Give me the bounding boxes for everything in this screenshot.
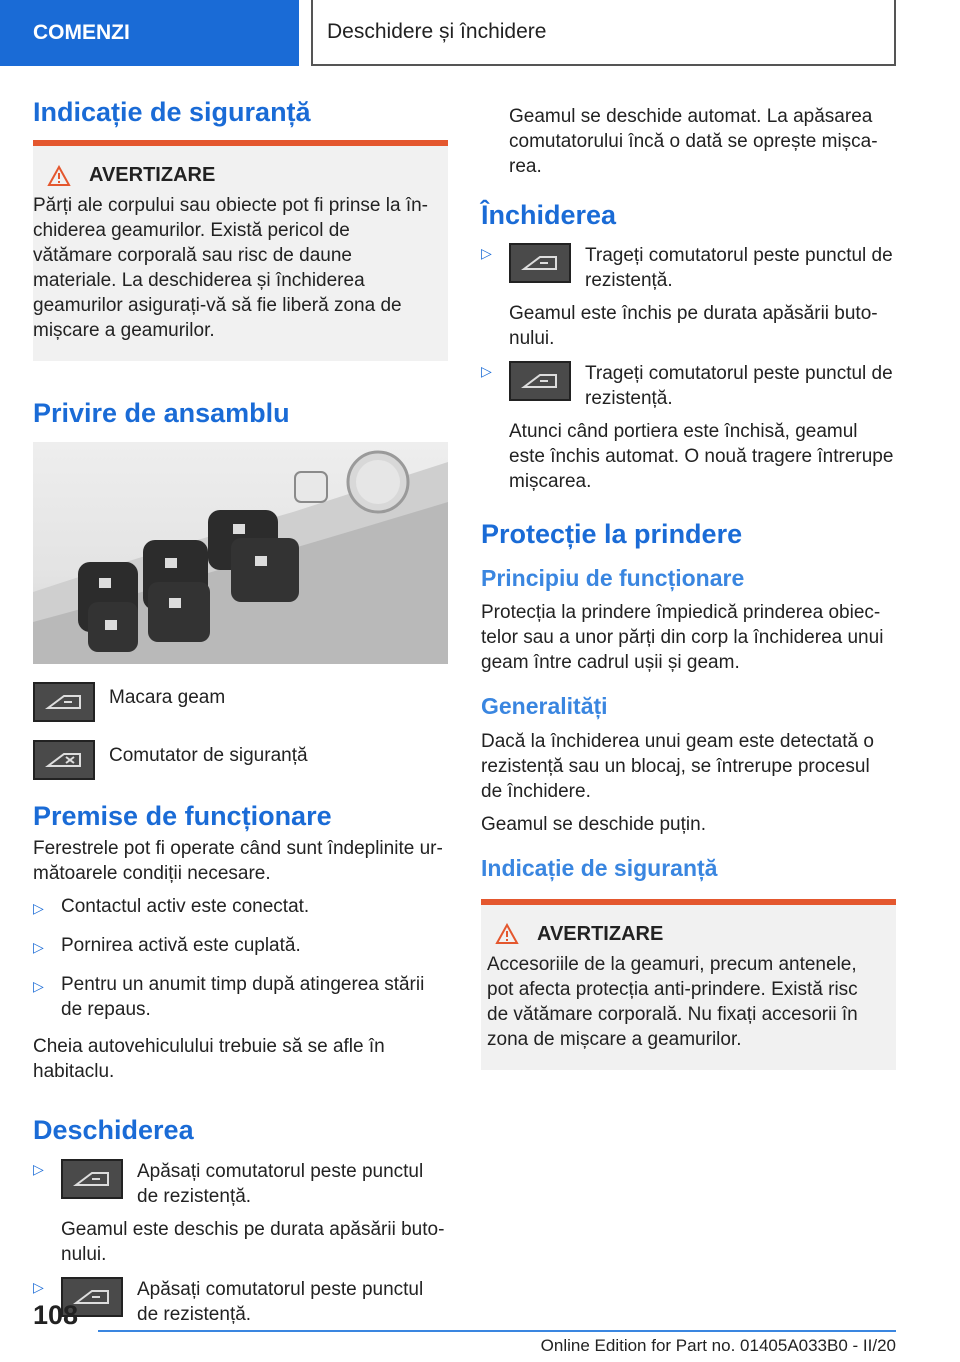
- left-column: [33, 96, 448, 1335]
- triangle-bullet-icon: ▷: [33, 1160, 44, 1177]
- right-column: [481, 104, 896, 1106]
- open-heading: Deschiderea: [33, 1115, 194, 1146]
- door-panel-illustration: [33, 442, 448, 664]
- footer-rule: [98, 1330, 896, 1332]
- safety-subheading: Indicație de siguranță: [481, 854, 718, 881]
- warning-label: AVERTIZARE: [89, 164, 216, 187]
- window-switch-photo: [33, 442, 448, 664]
- legend-label: Macara geam: [109, 686, 226, 708]
- principle-heading: Principiu de funcționare: [481, 564, 745, 591]
- page-number: 108: [33, 1300, 79, 1330]
- warning-triangle-icon: [47, 165, 71, 187]
- triangle-bullet-icon: ▷: [33, 939, 44, 956]
- prereq-list: [33, 894, 448, 1022]
- principle-text: Protecția la prindere împiedică prinderea obiectelor sau a unor părți din corp la închiderea unui geam între cadrul ușii și geam.: [481, 602, 884, 674]
- step-note: Atunci când portiera este închisă, geamul este închis automat. O nouă tragere întrerupe mișcarea.: [509, 421, 894, 493]
- prereq-heading: Premise de funcționare: [33, 800, 332, 831]
- step-note: Geamul este deschis pe durata apăsării butonului.: [61, 1218, 445, 1265]
- step-note: Geamul este închis pe durata apăsării butonului.: [509, 303, 878, 350]
- warning-box: [33, 140, 448, 361]
- overview-heading: Privire de ansamblu: [33, 398, 290, 429]
- triangle-bullet-icon: ▷: [481, 363, 492, 380]
- close-step: [481, 361, 896, 411]
- warning-triangle-icon: [495, 923, 519, 945]
- open-continued: Geamul se deschide automat. La apăsarea comutatorului încă o dată se oprește mișcarea.: [509, 106, 878, 177]
- step-text: Trageți comutatorul peste punctul de rezistență.: [585, 245, 893, 292]
- list-item: ▷ Contactul activ este conectat.: [33, 894, 448, 921]
- legend-item: [33, 682, 448, 722]
- triangle-bullet-icon: ▷: [33, 1278, 44, 1295]
- prereq-intro: Ferestrele pot fi operate când sunt îndeplinite următoarele condiții necesare.: [33, 838, 443, 885]
- prereq-note: Cheia autovehiculului trebuie să se afle în habitaclu.: [33, 1036, 385, 1083]
- close-step: [481, 243, 896, 293]
- open-step: [33, 1277, 448, 1327]
- close-heading: Închiderea: [481, 200, 617, 230]
- section-label: COMENZI: [33, 21, 130, 44]
- safety-switch-icon: [33, 740, 95, 780]
- triangle-bullet-icon: ▷: [33, 900, 44, 917]
- window-lift-icon: [33, 682, 95, 722]
- open-step: [33, 1159, 448, 1209]
- chapter-tab: [311, 0, 896, 66]
- list-item: ▷ Pornirea activă este cuplată.: [33, 933, 448, 960]
- step-text: Apăsați comutatorul peste punctul de rezistență.: [137, 1160, 424, 1207]
- safety-heading: Indicație de siguranță: [33, 97, 311, 127]
- warning-text: Accesoriile de la geamuri, precum antenele, pot afecta protecția anti-prindere. Există risc de vătămare corporală. Nu fixați accesorii în zona de mișcare a geamurilor.: [487, 953, 858, 1050]
- triangle-bullet-icon: ▷: [481, 245, 492, 262]
- list-item: ▷ Pentru un anumit timp după atingerea stării de repaus.: [33, 974, 425, 1021]
- step-text: Apăsați comutatorul peste punctul de rezistență.: [137, 1278, 424, 1325]
- chapter-label: Deschidere și închidere: [327, 20, 547, 43]
- warning-text: Părți ale corpului sau obiecte pot fi prinse la închiderea geamurilor. Există pericol de vătămare corporală sau risc de daune materiale. La deschiderea și închiderea geamurilor asigurați-vă să fie liberă zona de mișcare a geamurilor.: [33, 195, 428, 342]
- general-text-2: Geamul se deschide puțin.: [481, 813, 706, 835]
- legend-item: [33, 740, 448, 780]
- section-tab: [0, 0, 299, 66]
- window-lift-icon: [61, 1159, 123, 1199]
- edition-text: Online Edition for Part no. 01405A033B0 - II/20: [540, 1336, 896, 1355]
- general-heading: Generalități: [481, 693, 608, 720]
- step-text: Trageți comutatorul peste punctul de rezistență.: [585, 363, 893, 410]
- triangle-bullet-icon: ▷: [33, 978, 44, 995]
- legend-label: Comutator de siguranță: [109, 744, 308, 766]
- warning-label: AVERTIZARE: [537, 922, 664, 945]
- window-lift-icon: [509, 361, 571, 401]
- window-lift-icon: [509, 243, 571, 283]
- pinch-heading: Protecție la prindere: [481, 519, 743, 550]
- general-text: Dacă la închiderea unui geam este detectată o rezistență sau un blocaj, se întrerupe procesul de închidere.: [481, 730, 874, 802]
- warning-box: [481, 899, 896, 1070]
